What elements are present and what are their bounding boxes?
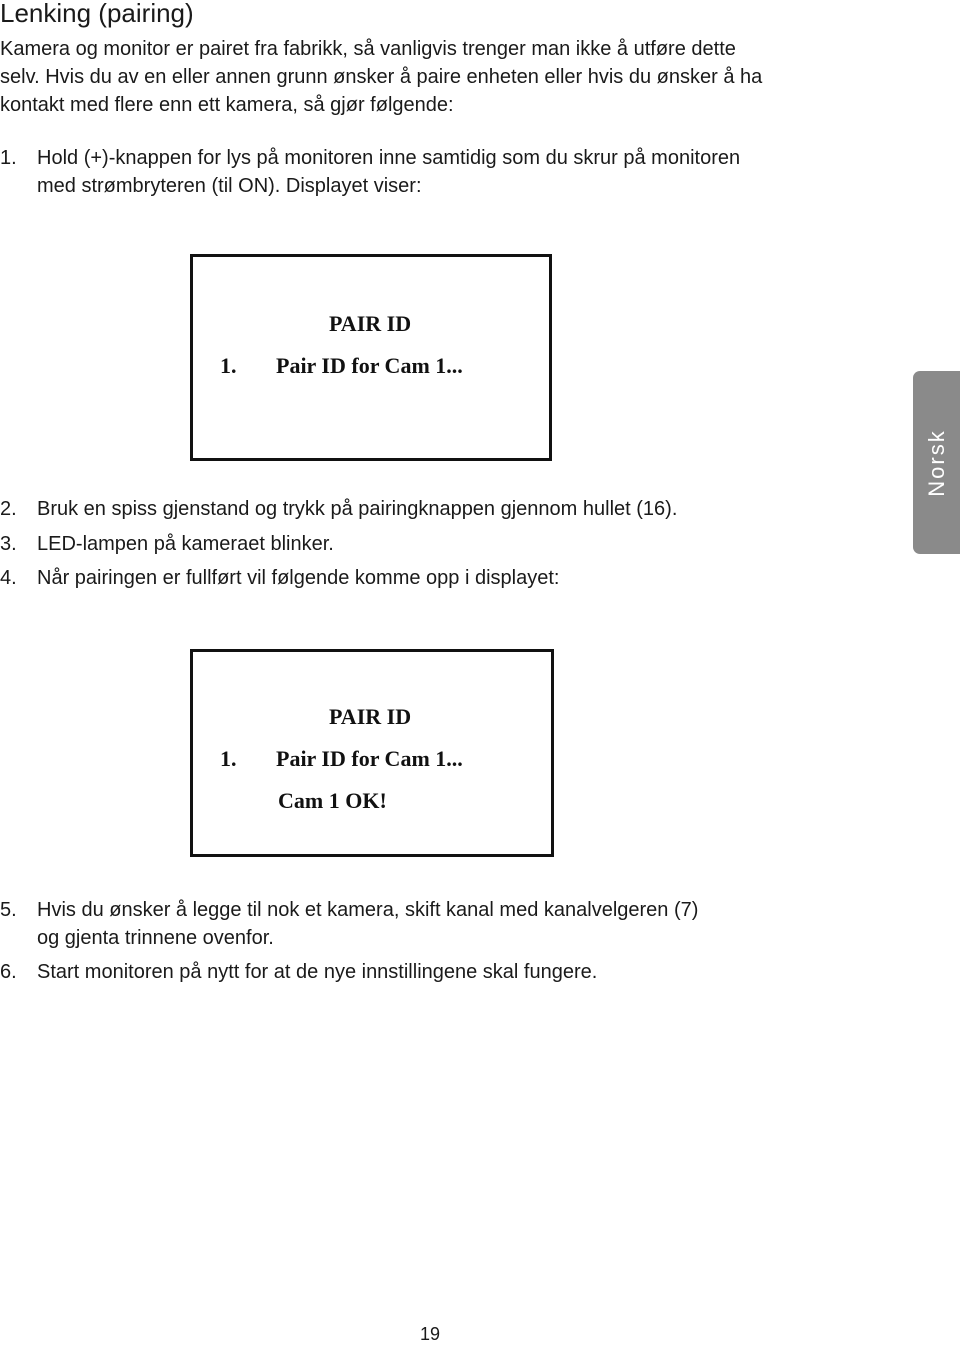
step-number: 2. — [0, 498, 17, 520]
step-3 — [0, 530, 334, 558]
display-item-text: Pair ID for Cam 1... — [276, 353, 463, 378]
display-item-text: Pair ID for Cam 1... — [276, 746, 463, 771]
intro-line: kontakt med flere enn ett kamera, så gjør følgende: — [0, 94, 454, 116]
step-text: Hvis du ønsker å legge til nok et kamera, skift kanal med kanalvelgeren (7) — [37, 899, 699, 921]
intro-line: selv. Hvis du av en eller annen grunn ønsker å paire enheten eller hvis du ønsker å ha — [0, 66, 763, 88]
display-title: PAIR ID — [329, 311, 412, 336]
display-status: Cam 1 OK! — [278, 788, 387, 813]
intro-line: Kamera og monitor er pairet fra fabrikk, så vanligvis trenger man ikke å utføre dette — [0, 38, 736, 60]
language-tab — [913, 371, 960, 554]
step-text-continued: med strømbryteren (til ON). Displayet viser: — [37, 175, 422, 197]
step-number: 5. — [0, 899, 17, 921]
step-text: LED-lampen på kameraet blinker. — [37, 533, 334, 555]
step-6 — [0, 958, 597, 986]
language-tab-label: Norsk — [923, 428, 949, 497]
step-number: 4. — [0, 567, 17, 589]
section-heading: Lenking (pairing) — [0, 0, 194, 28]
step-number: 6. — [0, 961, 17, 983]
step-text: Bruk en spiss gjenstand og trykk på pairingknappen gjennom hullet (16). — [37, 498, 678, 520]
display-item-number: 1. — [220, 746, 237, 771]
step-1 — [0, 144, 740, 200]
step-text: Start monitoren på nytt for at de nye innstillingene skal fungere. — [37, 961, 598, 983]
step-number: 3. — [0, 533, 17, 555]
page-number: 19 — [419, 1324, 441, 1344]
step-5 — [0, 896, 698, 952]
display-screen-pair-ok — [190, 649, 554, 857]
intro-paragraph — [0, 35, 900, 119]
step-text-continued: og gjenta trinnene ovenfor. — [37, 927, 274, 949]
step-text: Hold (+)-knappen for lys på monitoren inne samtidig som du skrur på monitoren — [37, 147, 741, 169]
step-number: 1. — [0, 147, 17, 169]
display-item-number: 1. — [220, 353, 237, 378]
display-screen-pair-id — [190, 254, 552, 461]
step-text: Når pairingen er fullført vil følgende komme opp i displayet: — [37, 567, 560, 589]
step-2 — [0, 495, 677, 523]
display-title: PAIR ID — [329, 704, 412, 729]
step-4 — [0, 564, 559, 592]
